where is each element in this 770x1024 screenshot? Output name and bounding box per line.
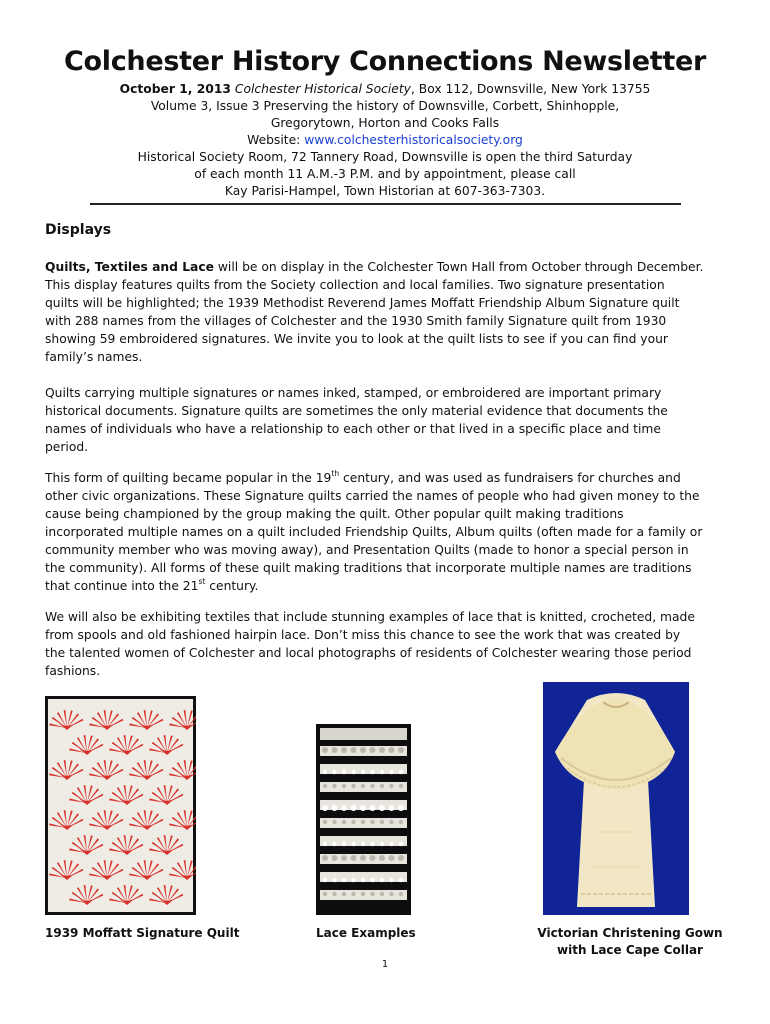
header-divider xyxy=(90,203,681,205)
website-link[interactable]: www.colchesterhistoricalsociety.org xyxy=(304,133,523,147)
text-line: with 288 names from the villages of Colchester and the 1930 Smith family Signature quilt from 1930 xyxy=(45,314,667,328)
text-line: the talented women of Colchester and local photographs of residents of Colchester wearing those period xyxy=(45,646,692,660)
text-line: will be on display in the Colchester Town Hall from October through December. xyxy=(213,260,704,274)
text-line: cause being championed by the group making the quilt. Other popular quilt making traditions xyxy=(45,507,624,521)
gown-photo xyxy=(543,682,689,915)
text-line: This display features quilts from the Society collection and local families. Two signature presentation xyxy=(45,278,665,292)
text-line: showing 59 embroidered signatures. We invite you to look at the quilt lists to see if you can find your xyxy=(45,332,668,346)
lace-strip xyxy=(320,872,407,882)
paragraph-3 xyxy=(45,469,735,595)
section-heading: Displays xyxy=(45,222,112,238)
text-line: fashions. xyxy=(45,664,101,678)
lace-photo xyxy=(316,724,411,915)
text-line: century. xyxy=(205,579,259,593)
lace-strip xyxy=(320,746,407,756)
text-line: community member who was moving away), and Presentation Quilts (made to honor a special person in xyxy=(45,543,689,557)
room-line-1: Historical Society Room, 72 Tannery Road, Downsville is open the third Saturday xyxy=(137,150,633,164)
lead-phrase: Quilts, Textiles and Lace xyxy=(45,260,214,274)
text-line: other civic organizations. These Signature quilts carried the names of people who had given money to the xyxy=(45,489,700,503)
text-line: from spools and old fashioned hairpin lace. Don’t miss this chance to see the work that was created by xyxy=(45,628,681,642)
volume-line: Volume 3, Issue 3 Preserving the history of Downsville, Corbett, Shinhopple, xyxy=(150,99,620,113)
text-line: that continue into the 21 xyxy=(45,579,199,593)
text-line: This form of quilting became popular in the 19 xyxy=(45,471,332,485)
paragraph-4 xyxy=(45,608,735,680)
paragraph-2 xyxy=(45,384,735,456)
gown-caption-line-2: with Lace Cape Collar xyxy=(557,943,703,957)
lace-image xyxy=(316,724,411,915)
room-line-2: of each month 11 A.M.-3 P.M. and by appointment, please call xyxy=(194,167,576,181)
lace-strip xyxy=(320,890,407,900)
text-line: family’s names. xyxy=(45,350,143,364)
quilt-image xyxy=(45,696,196,915)
issue-date: October 1, 2013 xyxy=(119,82,231,96)
volume-line-2: Gregorytown, Horton and Cooks Falls xyxy=(270,116,500,130)
text-line: historical documents. Signature quilts are sometimes the only material evidence that documents the xyxy=(45,404,668,418)
text-line: names of individuals who have a relationship to each other or that lived in a specific place and time xyxy=(45,422,661,436)
text-line: We will also be exhibiting textiles that include stunning examples of lace that is knitted, crocheted, made xyxy=(45,610,695,624)
newsletter-title: Colchester History Connections Newsletter xyxy=(63,46,706,77)
lace-strip xyxy=(320,764,407,774)
lace-strip xyxy=(320,854,407,864)
lace-strip xyxy=(320,782,407,792)
text-line: century, and was used as fundraisers for churches and xyxy=(339,471,681,485)
gown-image xyxy=(543,682,689,915)
lace-strip xyxy=(320,818,407,828)
paragraph-1 xyxy=(45,258,735,366)
lace-strip xyxy=(320,836,407,846)
text-line: quilts will be highlighted; the 1939 Methodist Reverend James Moffatt Friendship Album Signature quilt xyxy=(45,296,680,310)
lace-caption: Lace Examples xyxy=(316,926,416,940)
website-line xyxy=(0,131,770,149)
quilt-photo xyxy=(45,696,196,915)
society-address: , Box 112, Downsville, New York 13755 xyxy=(410,82,651,96)
quilt-caption: 1939 Moffatt Signature Quilt xyxy=(45,926,240,940)
text-line: the community). All forms of these quilt making traditions that incorporate multiple names are traditions xyxy=(45,561,692,575)
text-line: Quilts carrying multiple signatures or names inked, stamped, or embroidered are important primary xyxy=(45,386,662,400)
text-line: period. xyxy=(45,440,89,454)
text-line: incorporated multiple names on a quilt included Friendship Quilts, Album quilts (often made for a family or xyxy=(45,525,703,539)
lace-strip xyxy=(320,800,407,811)
society-name: Colchester Historical Society xyxy=(234,82,411,96)
room-line-3: Kay Parisi-Hampel, Town Historian at 607-363-7303. xyxy=(224,184,546,198)
issue-line xyxy=(0,80,770,98)
page-number: 1 xyxy=(381,959,389,970)
website-label: Website: xyxy=(247,133,305,147)
superscript: st xyxy=(198,577,206,586)
superscript: th xyxy=(331,469,340,478)
gown-caption-line-1: Victorian Christening Gown xyxy=(537,926,723,940)
